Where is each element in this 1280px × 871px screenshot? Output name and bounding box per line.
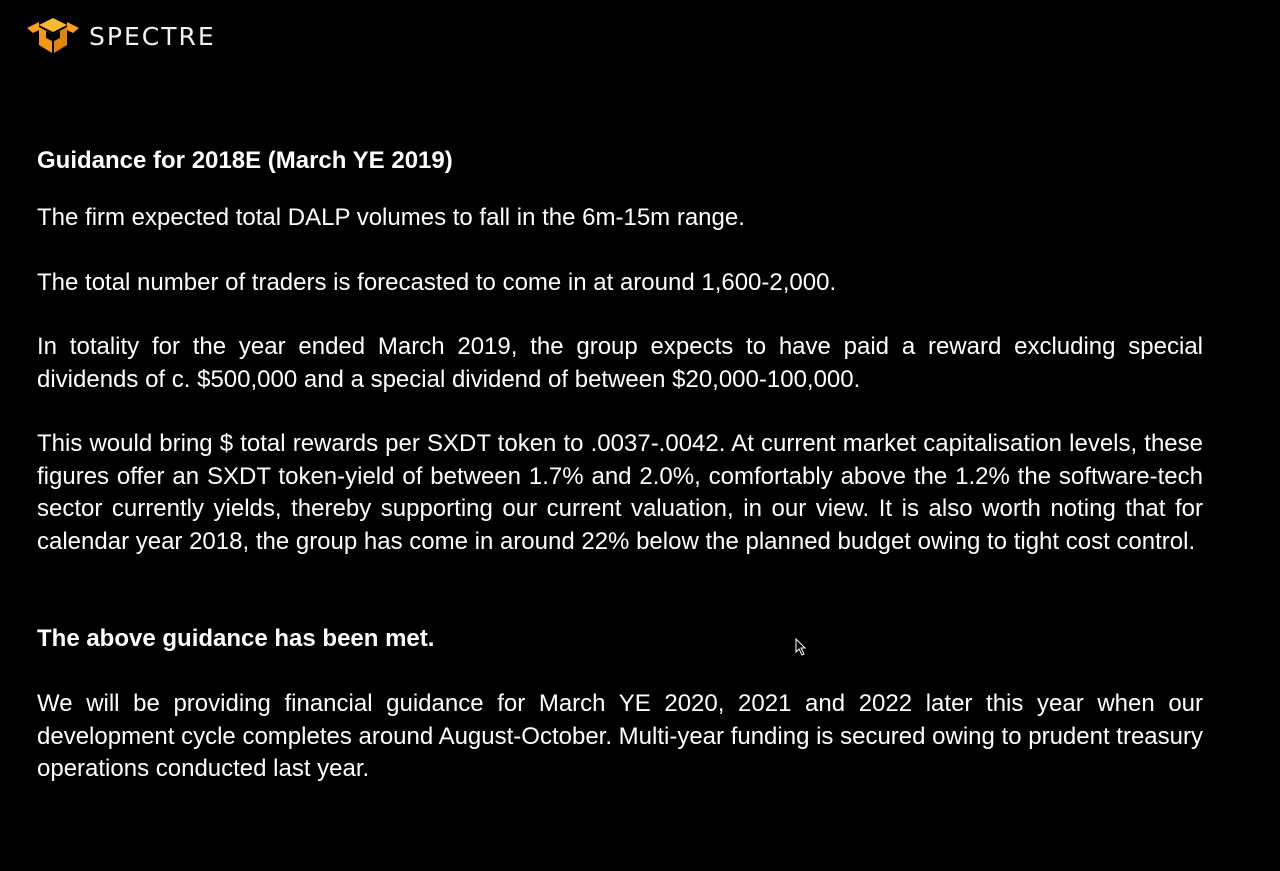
paragraph-closing: We will be providing financial guidance for March YE 2020, 2021 and 2022 later this year when our development cycle completes around August-October. Multi-year funding is secured owing to prudent treasury operations conducted last year. [37, 690, 1203, 782]
cube-logo-icon [25, 16, 81, 56]
mouse-pointer-icon [795, 638, 807, 656]
brand-name: SPECTRE [89, 21, 216, 51]
paragraph-yield: This would bring $ total rewards per SXDT token to .0037-.0042. At current market capitalisation levels, these figures offer an SXDT token-yield of between 1.7% and 2.0%, comfortably above the 1.2% the software-tech sector currently yields, thereby supporting our current valuation, in our view. It is also worth noting that for calendar year 2018, the group has come in around 22% below the planned budget owing to tight cost control. [37, 430, 1203, 555]
guidance-status-heading: The above guidance has been met. [37, 625, 435, 652]
paragraph-volumes: The firm expected total DALP volumes to fall in the 6m-15m range. [37, 204, 745, 231]
guidance-heading: Guidance for 2018E (March YE 2019) [37, 147, 453, 174]
brand-header [25, 16, 216, 56]
paragraph-traders: The total number of traders is forecasted to come in at around 1,600-2,000. [37, 268, 837, 296]
guidance-section [37, 145, 1203, 786]
paragraph-rewards: In totality for the year ended March 2019, the group expects to have paid a reward excluding special dividends of c. $500,000 and a special dividend of between $20,000-100,000. [37, 333, 1203, 393]
